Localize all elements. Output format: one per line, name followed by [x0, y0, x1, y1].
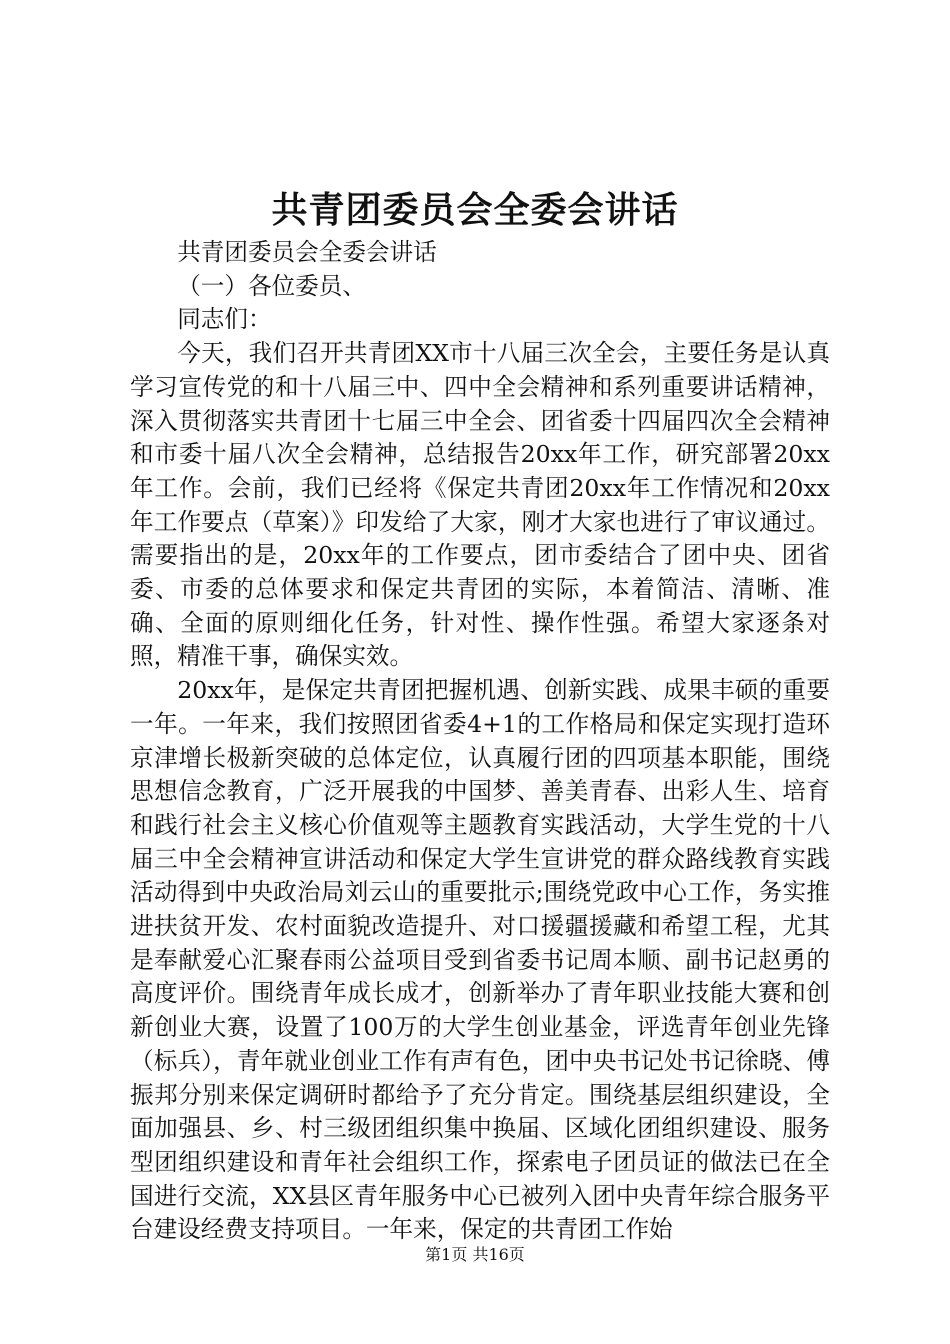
page-number: 第1页 共16页 — [425, 1245, 525, 1264]
document-body — [130, 236, 830, 1247]
body-paragraph: 同志们： — [177, 305, 272, 334]
document-title: 共青团委员会全委会讲话 — [271, 189, 679, 231]
page-footer — [0, 1244, 950, 1266]
body-paragraph: （一）各位委员、 — [177, 271, 366, 300]
body-paragraph: 20xx年，是保定共青团把握机遇、创新实践、成果丰硕的重要一年。一年来，我们按照团省委4+1的工作格局和保定实现打造环京津增长极新突破的总体定位，认真履行团的四项基本职能，围绕思想信念教育，广泛开展我的中国梦、善美青春、出彩人生、培育和践行社会主义核心价值观等主题教育实践活动，大学生党的十八届三中全会精神宣讲活动和保定大学生宣讲党的群众路线教育实践活动得到中央政治局刘云山的重要批示;围绕党政中心工作，务实推进扶贫开发、农村面貌改造提升、对口援疆援藏和希望工程，尤其是奉献爱心汇聚春雨公益项目受到省委书记周本顺、副书记赵勇的高度评价。围绕青年成长成才，创新举办了青年职业技能大赛和创新创业大赛，设置了100万的大学生创业基金，评选青年创业先锋（标兵），青年就业创业工作有声有色，团中央书记处书记徐晓、傅振邦分别来保定调研时都给予了充分肯定。围绕基层组织建设，全面加强县、乡、村三级团组织集中换届、区域化团组织建设、服务型团组织建设和青年社会组织工作，探索电子团员证的做法已在全国进行交流，XX县区青年服务中心已被列入团中央青年综合服务平台建设经费支持项目。一年来，保定的共青团工作始 — [130, 676, 830, 1244]
body-paragraph: 共青团委员会全委会讲话 — [177, 238, 437, 266]
body-paragraph: 今天，我们召开共青团XX市十八届三次全会，主要任务是认真学习宣传党的和十八届三中、四中全会精神和系列重要讲话精神，深入贯彻落实共青团十七届三中全会、团省委十四届四次全会精神和市委十届八次全会精神，总结报告20xx年工作，研究部署20xx年工作。会前，我们已经将《保定共青团20xx年工作情况和20xx年工作要点（草案）》印发给了大家，刚才大家也进行了审议通过。需要指出的是，20xx年的工作要点，团市委结合了团中央、团省委、市委的总体要求和保定共青团的实际，本着简洁、清晰、准确、全面的原则细化任务，针对性、操作性强。希望大家逐条对照，精准干事，确保实效。 — [130, 339, 830, 671]
